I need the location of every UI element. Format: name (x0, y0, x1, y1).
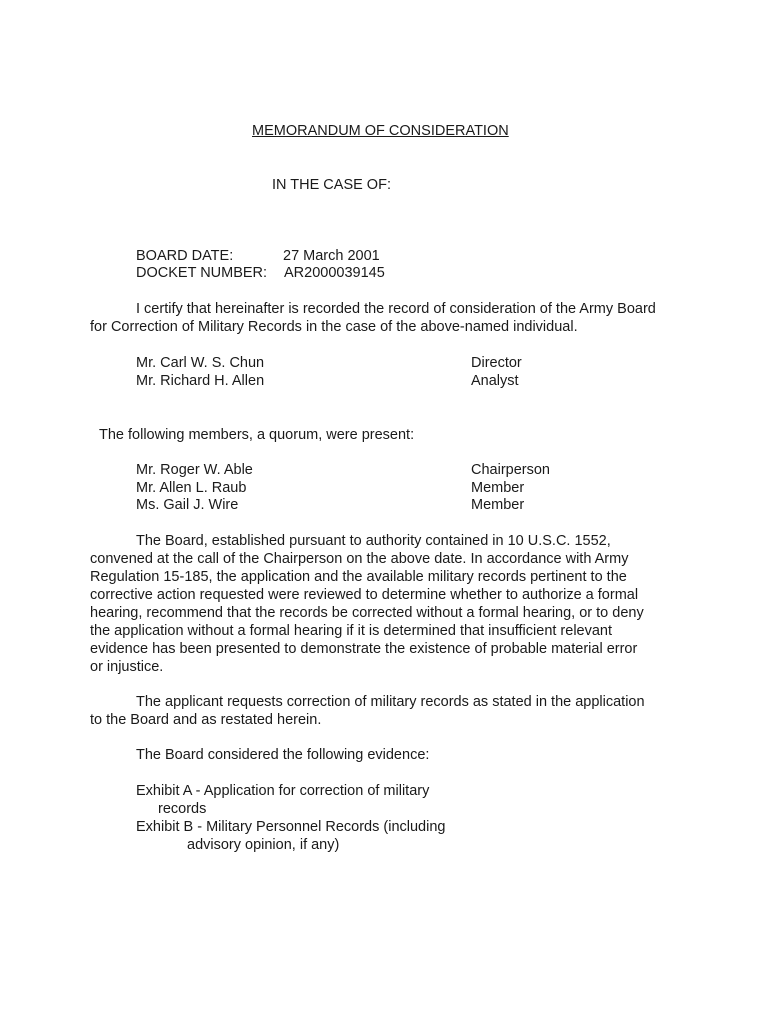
certify-line-1: I certify that hereinafter is recorded the record of consideration of the Army Board (136, 301, 656, 317)
board-paragraph-line: the application without a formal hearing if it is determined that insufficient relevant (90, 623, 613, 639)
case-heading: IN THE CASE OF: (272, 177, 391, 193)
exhibit-b-line-2: advisory opinion, if any) (187, 837, 340, 853)
exhibit-a-line-2: records (158, 801, 207, 817)
evidence-heading: The Board considered the following evidence: (136, 747, 430, 763)
board-paragraph-line: The Board, established pursuant to authority contained in 10 U.S.C. 1552, (136, 533, 611, 549)
memo-title: MEMORANDUM OF CONSIDERATION (252, 123, 509, 139)
board-paragraph-line: evidence has been presented to demonstrate the existence of probable material error (90, 641, 638, 657)
staff-role-director: Director (471, 355, 522, 371)
docket-number-value: AR2000039145 (284, 265, 385, 281)
member-name-chair: Mr. Roger W. Able (136, 462, 253, 478)
certify-line-2: for Correction of Military Records in the case of the above-named individual. (90, 319, 578, 335)
board-date-label: BOARD DATE: (136, 248, 234, 264)
exhibit-a-line-1: Exhibit A - Application for correction of military (136, 783, 430, 799)
board-paragraph-line: hearing, recommend that the records be corrected without a formal hearing, or to deny (90, 605, 644, 621)
board-paragraph-line: or injustice. (90, 659, 164, 675)
docket-number-label: DOCKET NUMBER: (136, 265, 268, 281)
staff-role-analyst: Analyst (471, 373, 519, 389)
board-paragraph-line: corrective action requested were reviewed to determine whether to authorize a formal (90, 587, 639, 603)
exhibit-b-line-1: Exhibit B - Military Personnel Records (including (136, 819, 446, 835)
board-paragraph-line: convened at the call of the Chairperson on the above date. In accordance with Army (90, 551, 629, 567)
member-role-3: Member (471, 497, 525, 513)
applicant-line-2: to the Board and as restated herein. (90, 712, 322, 728)
board-date-value: 27 March 2001 (283, 248, 380, 264)
staff-name-director: Mr. Carl W. S. Chun (136, 355, 265, 371)
applicant-line-1: The applicant requests correction of military records as stated in the application (136, 694, 645, 710)
board-paragraph-line: Regulation 15-185, the application and the available military records pertinent to the (90, 569, 627, 585)
member-role-chair: Chairperson (471, 462, 550, 478)
member-role-2: Member (471, 480, 525, 496)
member-name-2: Mr. Allen L. Raub (136, 480, 247, 496)
member-name-3: Ms. Gail J. Wire (136, 497, 239, 513)
quorum-heading: The following members, a quorum, were present: (99, 427, 415, 443)
staff-name-analyst: Mr. Richard H. Allen (136, 373, 265, 389)
